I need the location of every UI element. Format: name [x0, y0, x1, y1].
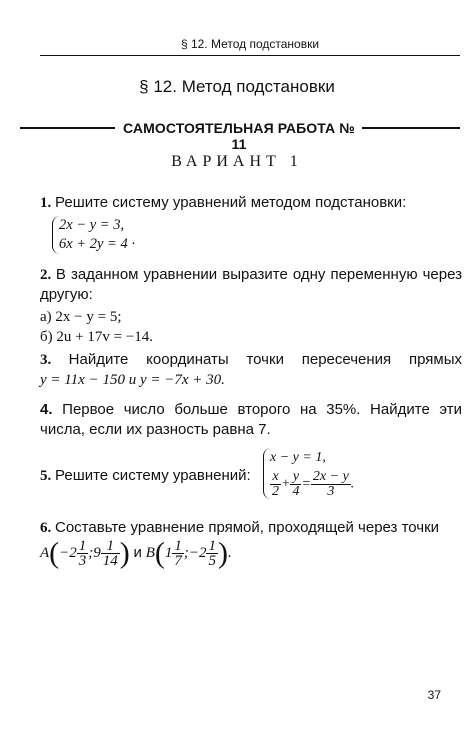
fraction: $\frac{x}{2}$: [272, 469, 279, 499]
work-title: САМОСТОЯТЕЛЬНАЯ РАБОТА № 11: [123, 120, 355, 152]
equation: x − y = 1,: [270, 450, 326, 465]
task-number: 6.: [40, 520, 52, 536]
equation: $\frac{x}{2}$ + $\frac{y}{4}$ = $\frac{2x - y}{3}$ .: [272, 469, 355, 499]
task-text: В заданном уравнении выразите одну переменную через другую:: [40, 266, 463, 303]
task-2: [40, 265, 462, 305]
task-4: [40, 400, 462, 440]
task-1: [40, 193, 462, 213]
fraction: $\frac{1}{5}$: [208, 538, 216, 570]
task-3-lines: y = 11x − 150 и y = −7x + 30.: [40, 372, 225, 388]
fraction: $\frac{2x - y}{3}$: [312, 469, 349, 499]
title-rule-left: [20, 127, 115, 129]
task-text: Составьте уравнение прямой, проходящей через точки: [55, 519, 440, 536]
running-header: § 12. Метод подстановки: [180, 37, 320, 51]
work-title-bar: [20, 120, 460, 152]
task-text: Найдите координаты точки пересечения прямых: [68, 351, 463, 368]
task-number: 3.: [40, 352, 52, 368]
equation-system-1: [52, 216, 135, 254]
fraction: $\frac{1}{3}$: [78, 538, 87, 570]
task-number: 4.: [40, 401, 53, 418]
fraction: $\frac{1}{14}$: [102, 538, 118, 570]
task-2-item-b: б) 2u + 17v = −14.: [40, 329, 154, 345]
title-rule-right: [362, 127, 460, 129]
fraction: $\frac{y}{4}$: [292, 469, 300, 499]
task-3: [40, 350, 462, 370]
conjunction: и: [133, 544, 142, 561]
task-number: 5.: [40, 468, 52, 484]
fraction: $\frac{1}{7}$: [174, 538, 182, 570]
task-2-item-a: а) 2x − y = 5;: [40, 309, 122, 325]
equation: 2x − y = 3,: [59, 217, 125, 233]
section-title: § 12. Метод подстановки: [139, 77, 335, 96]
task-number: 2.: [40, 267, 52, 283]
point-a-label: A: [40, 545, 50, 561]
variant-heading: ВАРИАНТ 1: [171, 153, 303, 170]
task-5: [40, 466, 260, 486]
task-text: Решите систему уравнений методом подстановки:: [55, 194, 407, 211]
page-number: 37: [427, 688, 441, 702]
task-6-points: A(−2 $\frac{1}{3}$ ;9 $\frac{1}{14}$ ) и B(1 $\frac{1}{7}$ ;−2 $\frac{1}{5}$ ).: [40, 536, 232, 570]
task-number: 1.: [40, 195, 52, 211]
point-b-label: B: [145, 545, 155, 561]
task-text: Первое число больше второго на 35%. Найдите эти числа, если их разность равна 7.: [40, 401, 462, 438]
equation-system-5: [263, 448, 354, 499]
task-text: Решите систему уравнений:: [55, 467, 251, 484]
header-rule: [40, 55, 460, 56]
equation: 6x + 2y = 4 ·: [59, 236, 135, 252]
